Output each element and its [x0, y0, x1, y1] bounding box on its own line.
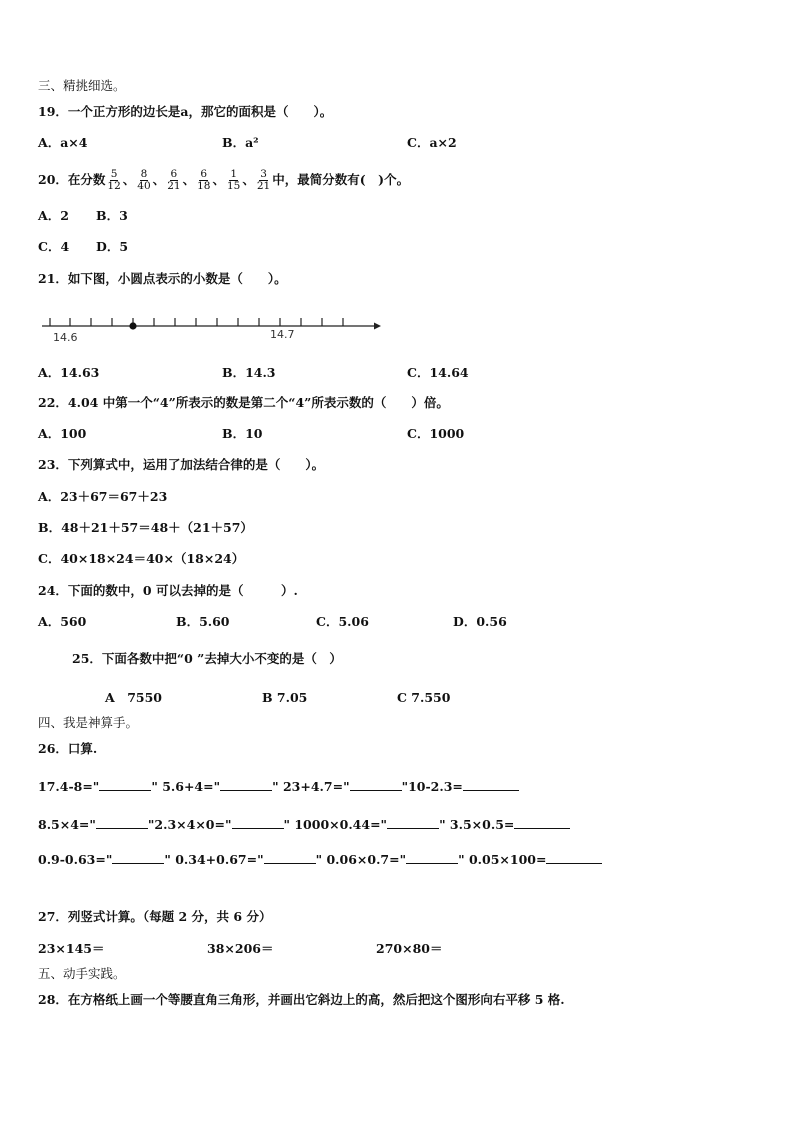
answer-blank[interactable]	[264, 851, 316, 864]
answer-blank[interactable]	[350, 778, 402, 791]
q21-option-a: A．14.63	[38, 365, 100, 380]
question-25-stem: 25．下面各数中把“0 ”去掉大小不变的是（ ）	[72, 651, 342, 666]
q23-option-b: B．48＋21＋57＝48＋（21＋57）	[38, 520, 253, 535]
q20-fraction-4: $\frac{6}{18}$	[197, 168, 211, 192]
q25-option-b: B 7.05	[262, 690, 308, 705]
q26-item: " 0.05×100=	[458, 852, 547, 867]
q20-separator: 、	[122, 172, 136, 187]
question-24-stem: 24．下面的数中，0 可以去掉的是（ ）.	[38, 583, 298, 598]
q20-fraction-2: $\frac{8}{40}$	[137, 168, 151, 192]
q20-fraction-5: $\frac{1}{15}$	[226, 168, 241, 192]
q26-item: "10-2.3=	[401, 779, 463, 794]
q26-item: 0.9-0.63="	[38, 852, 113, 867]
q26-item: "2.3×4×0="	[147, 817, 232, 832]
q21-option-b: B．14.3	[222, 365, 276, 380]
answer-blank[interactable]	[514, 816, 570, 829]
answer-blank[interactable]	[96, 816, 148, 829]
number-line-start-label: 14.6	[53, 331, 78, 344]
number-line-end-label: 14.7	[270, 328, 295, 341]
q22-option-c: C．1000	[407, 426, 465, 441]
number-line-dot	[129, 322, 136, 329]
q24-option-d: D．0.56	[453, 614, 507, 629]
question-21-stem: 21．如下图，小圆点表示的小数是（ ）。	[38, 271, 287, 286]
question-28-stem: 28．在方格纸上画一个等腰直角三角形，并画出它斜边上的高，然后把这个图形向右平移 5 格.	[38, 992, 565, 1007]
q20-option-b: B．3	[96, 208, 128, 223]
q19-option-a: A．a×4	[38, 135, 88, 150]
section-4-title: 四、我是神算手。	[38, 715, 139, 730]
q20-option-d: D．5	[96, 239, 129, 254]
question-22-stem: 22．4.04 中第一个“4”所表示的数是第二个“4”所表示数的（ ）倍。	[38, 395, 449, 410]
q20-option-c: C．4	[38, 239, 70, 254]
q26-item: " 23+4.7="	[272, 779, 350, 794]
answer-blank[interactable]	[112, 851, 164, 864]
q24-option-c: C．5.06	[316, 614, 369, 629]
answer-blank[interactable]	[406, 851, 458, 864]
q25-option-a: A 7550	[105, 690, 162, 705]
q26-item: " 1000×0.44="	[283, 817, 388, 832]
question-20-stem: 20．在分数 $\frac{5}{12}$ 、 $\frac{8}{40}$ 、 $\frac{6}{21}$ 、 $\frac{6}{18}$ 、 $\frac{1}{15}$ 、 $\frac{3}{21}$ 中，最简分数有( )个。	[38, 168, 410, 192]
q26-item: 8.5×4="	[38, 817, 96, 832]
q21-option-c: C．14.64	[407, 365, 469, 380]
answer-blank[interactable]	[387, 816, 439, 829]
q27-item-3: 270×80＝	[376, 941, 443, 956]
q20-option-a: A．2	[38, 208, 69, 223]
q20-fraction-3: $\frac{6}{21}$	[167, 168, 181, 192]
q19-option-c: C．a×2	[407, 135, 457, 150]
q24-option-b: B．5.60	[176, 614, 230, 629]
q26-row-1	[38, 778, 519, 795]
question-19-stem: 19．一个正方形的边长是a，那它的面积是（ ）。	[38, 104, 333, 119]
question-27-stem: 27．列竖式计算。（每题 2 分，共 6 分）	[38, 909, 272, 924]
q26-item: " 0.06×0.7="	[315, 852, 407, 867]
q20-fraction-1: $\frac{5}{12}$	[107, 168, 121, 192]
question-26-stem: 26．口算.	[38, 741, 98, 756]
question-23-stem: 23．下列算式中，运用了加法结合律的是（ ）。	[38, 457, 325, 472]
q27-item-1: 23×145＝	[38, 941, 105, 956]
section-5-title: 五、动手实践。	[38, 966, 126, 981]
q20-stem-pre: 20．在分数	[38, 172, 106, 187]
q22-option-a: A．100	[38, 426, 87, 441]
number-line-ticks	[50, 318, 343, 326]
q23-option-a: A．23＋67＝67＋23	[38, 489, 168, 504]
q26-item: 17.4-8="	[38, 779, 100, 794]
q23-option-c: C．40×18×24＝40×（18×24）	[38, 551, 245, 566]
q27-item-2: 38×206＝	[207, 941, 274, 956]
q22-option-b: B．10	[222, 426, 263, 441]
q26-item: " 0.34+0.67="	[164, 852, 264, 867]
number-line	[38, 312, 388, 346]
q26-item: " 3.5×0.5=	[439, 817, 515, 832]
answer-blank[interactable]	[99, 778, 151, 791]
section-3-title: 三、精挑细选。	[38, 78, 126, 93]
q20-stem-post: 中，最简分数有( )个。	[272, 172, 410, 187]
q19-option-b: B．a²	[222, 135, 259, 150]
answer-blank[interactable]	[220, 778, 272, 791]
q26-item: " 5.6+4="	[151, 779, 221, 794]
answer-blank[interactable]	[463, 778, 519, 791]
q24-option-a: A．560	[38, 614, 87, 629]
q25-option-c: C 7.550	[397, 690, 451, 705]
q26-row-2	[38, 816, 570, 833]
answer-blank[interactable]	[232, 816, 284, 829]
answer-blank[interactable]	[546, 851, 602, 864]
q26-row-3	[38, 851, 602, 868]
q20-fraction-6: $\frac{3}{21}$	[256, 168, 271, 192]
